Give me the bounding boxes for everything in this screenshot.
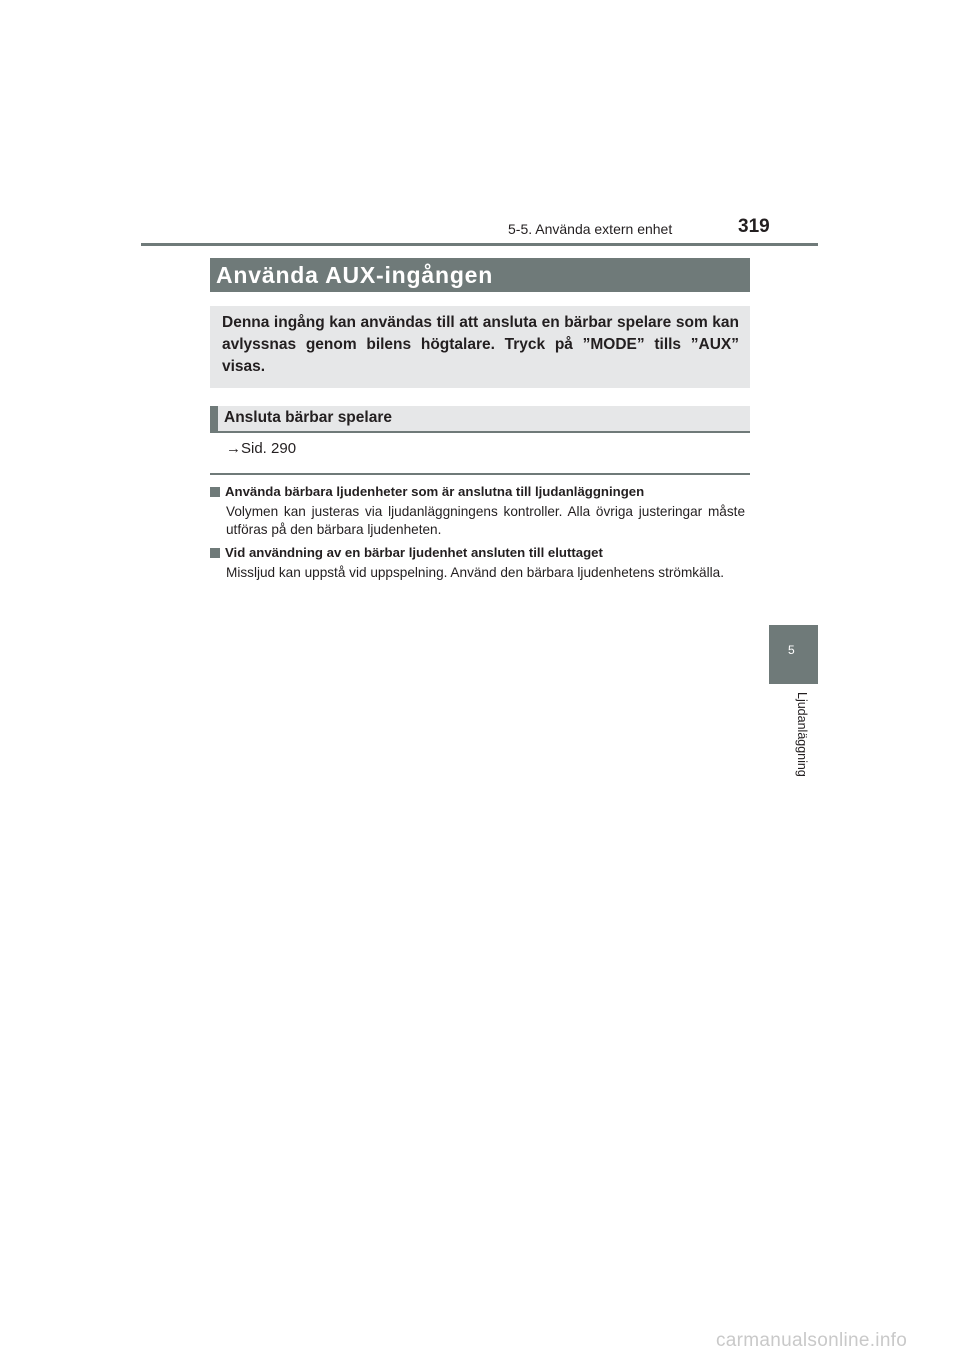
chapter-number: 5 (788, 643, 795, 657)
notes-divider (210, 473, 750, 475)
page-title: Använda AUX-ingången (216, 262, 494, 288)
square-bullet-icon (210, 487, 220, 497)
watermark: carmanualsonline.info (716, 1330, 908, 1351)
header-divider (141, 243, 818, 246)
note-body: Volymen kan justeras via ljudanläggningens kontroller. Alla övriga justeringar måste utföras på den bärbara ljudenheten. (226, 504, 745, 537)
intro-text: Denna ingång kan användas till att ansluta en bärbar spelare som kan avlyssnas genom bilens högtalare. Tryck på ”MODE” tills ”AUX” visas. (222, 314, 739, 375)
page-number: 319 (738, 216, 770, 237)
note-heading (210, 484, 644, 499)
note-heading-text: Använda bärbara ljudenheter som är anslutna till ljudanläggningen (225, 484, 645, 499)
section-title: 5-5. Använda extern enhet (508, 221, 673, 237)
square-bullet-icon (210, 548, 220, 558)
note-heading (210, 545, 603, 560)
note-heading-text: Vid användning av en bärbar ljudenhet ansluten till eluttaget (225, 545, 603, 560)
note-body: Missljud kan uppstå vid uppspelning. Använd den bärbara ljudenhetens strömkälla. (226, 565, 724, 580)
subsection-title: Ansluta bärbar spelare (224, 409, 392, 426)
subsection-underline (210, 431, 750, 433)
page-reference-link[interactable]: →Sid. 290 (226, 440, 297, 457)
subsection-accent (210, 406, 218, 431)
chapter-label: Ljudanläggning (795, 692, 809, 777)
